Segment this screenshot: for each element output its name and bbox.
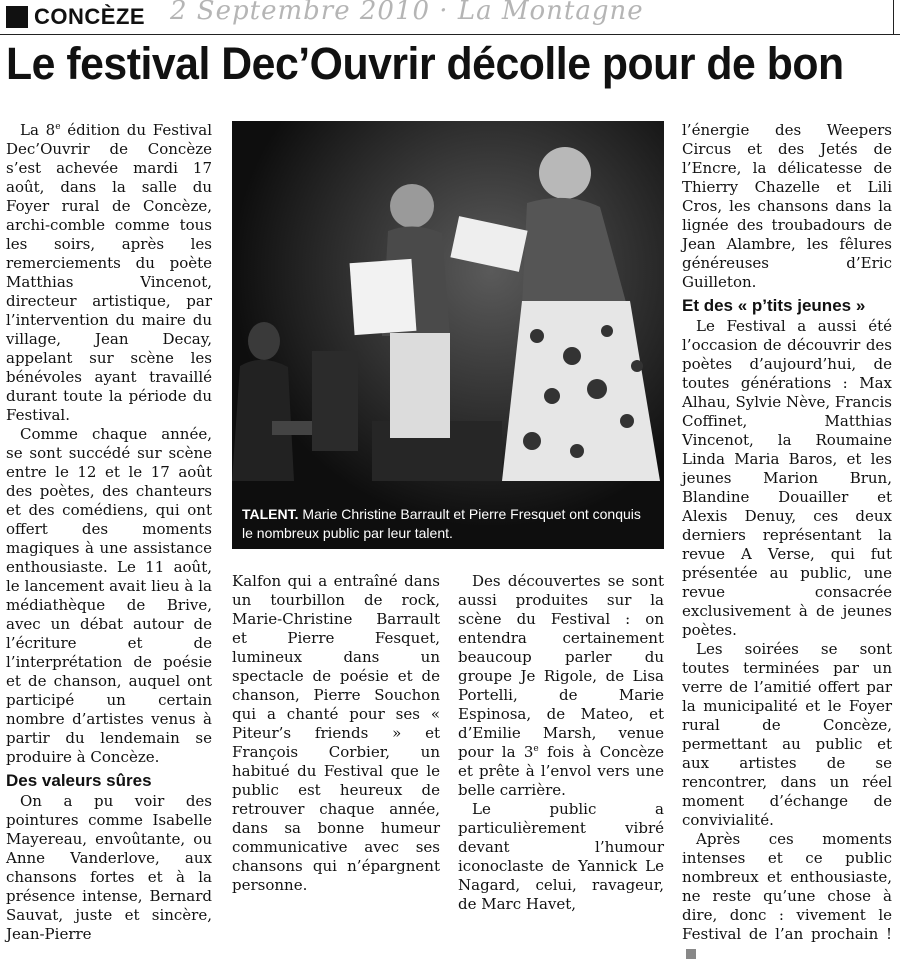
subheading-valeurs-sures: Des valeurs sûres xyxy=(6,771,152,790)
paragraph: Le Festival a aussi été l’occasion de découvrir des poètes d’aujourd’hui, de toutes générations : Max Alhau, Sylvie Nève, Francis Coffinet, Matthias Vincenot, la Roumaine Linda Maria Baros, et les jeunes Marion Brun, Blandine Douailler et Alexis Denuy, ces deux derniers représentant la revue A Verse, qui fut présentée au public, une revue consacrée exclusivement à de jeunes poètes. xyxy=(682,317,892,639)
header-divider xyxy=(893,0,894,34)
article-column-4 xyxy=(682,121,892,963)
paragraph: Après ces moments intenses et ce public nombreux et enthousiaste, ne reste qu’une chose à dire, donc : vivement le Festival de l’an prochain ! xyxy=(682,830,892,963)
paragraph: Des découvertes se sont aussi produites sur la scène du Festival : on entendra certainement beaucoup parler du groupe Je Rigole, de Lisa Portelli, de Marie Espinosa, de Mateo, et d’Emilie Marsh, venue pour la 3e fois à Concèze et prête à l’envol vers une belle carrière. xyxy=(458,572,664,799)
end-of-article-icon xyxy=(686,949,696,959)
rubric-label: CONCÈZE xyxy=(34,4,146,29)
rubric-square-icon xyxy=(6,6,28,28)
article-column-2 xyxy=(232,572,440,895)
article-column-3 xyxy=(458,572,664,914)
paragraph: Kalfon qui a entraîné dans un tourbillon de rock, Marie-Christine Barrault et Pierre Fesquet, lumineux dans un spectacle de poésie et de chanson, Pierre Souchon qui a chanté pour ses « Piteur’s friends » et François Corbier, un habitué du Festival que le public est heureux de retrouver chaque année, dans sa bonne humeur communicative avec ses chansons qui n’épargnent personne. xyxy=(232,572,440,894)
article-column-1 xyxy=(6,121,212,944)
caption-text: Marie Christine Barrault et Pierre Fresquet ont conquis le nombreux public par leur talent. xyxy=(242,506,641,541)
paragraph: Le public a particulièrement vibré devant l’humour iconoclaste de Yannick Le Nagard, celui, ravageur, de Marc Havet, xyxy=(458,800,664,913)
subheading-ptits-jeunes: Et des « p’tits jeunes » xyxy=(682,296,866,315)
handwritten-note: 2 Septembre 2010 · La Montagne xyxy=(170,0,644,26)
paragraph: La 8e édition du Festival Dec’Ouvrir de Concèze s’est achevée mardi 17 août, dans la salle du Foyer rural de Concèze, archi-comble comme tous les soirs, après les remerciements du poète Matthias Vincenot, directeur artistique, par l’intervention du maire du village, Jean Decay, appelant sur scène les bénévoles ayant travaillé durant toute la période du Festival. xyxy=(6,121,213,424)
photo-caption xyxy=(242,505,654,543)
caption-lead: TALENT. xyxy=(242,506,299,522)
headline: Le festival Dec’Ouvrir décolle pour de bon xyxy=(6,38,844,89)
paragraph: On a pu voir des pointures comme Isabelle Mayereau, envoûtante, ou Anne Vanderlove, aux chansons fortes et à la présence intense, Bernard Sauvat, juste et sincère, Jean-Pierre xyxy=(6,792,212,943)
paragraph: l’énergie des Weepers Circus et des Jetés de l’Encre, la délicatesse de Thierry Chazelle et Lili Cros, les chansons dans la lignée des troubadours de Jean Alambre, les fêlures généreuses d’Eric Guilleton. xyxy=(682,121,892,291)
paragraph: Les soirées se sont toutes terminées par un verre de l’amitié offert par la municipalité et le Foyer rural de Concèze, permettant au public et aux artistes de se rencontrer, dans un réel moment d’échange de convivialité. xyxy=(682,640,892,829)
header-rule xyxy=(0,34,900,35)
article-photo xyxy=(232,121,664,549)
section-rubric xyxy=(6,2,145,32)
stage-photo-illustration xyxy=(232,121,664,549)
paragraph: Comme chaque année, se sont succédé sur scène entre le 12 et le 17 août des poètes, des chanteurs et des comédiens, qui ont offert des moments magiques à une assistance enthousiaste. Le 11 août, le lancement avait lieu à la médiathèque de Brive, avec un débat autour de l’écriture et de l’interprétation de poésie et de chanson, auquel ont participé un certain nombre d’artistes venus à partir du lendemain se produire à Concèze. xyxy=(6,425,212,766)
